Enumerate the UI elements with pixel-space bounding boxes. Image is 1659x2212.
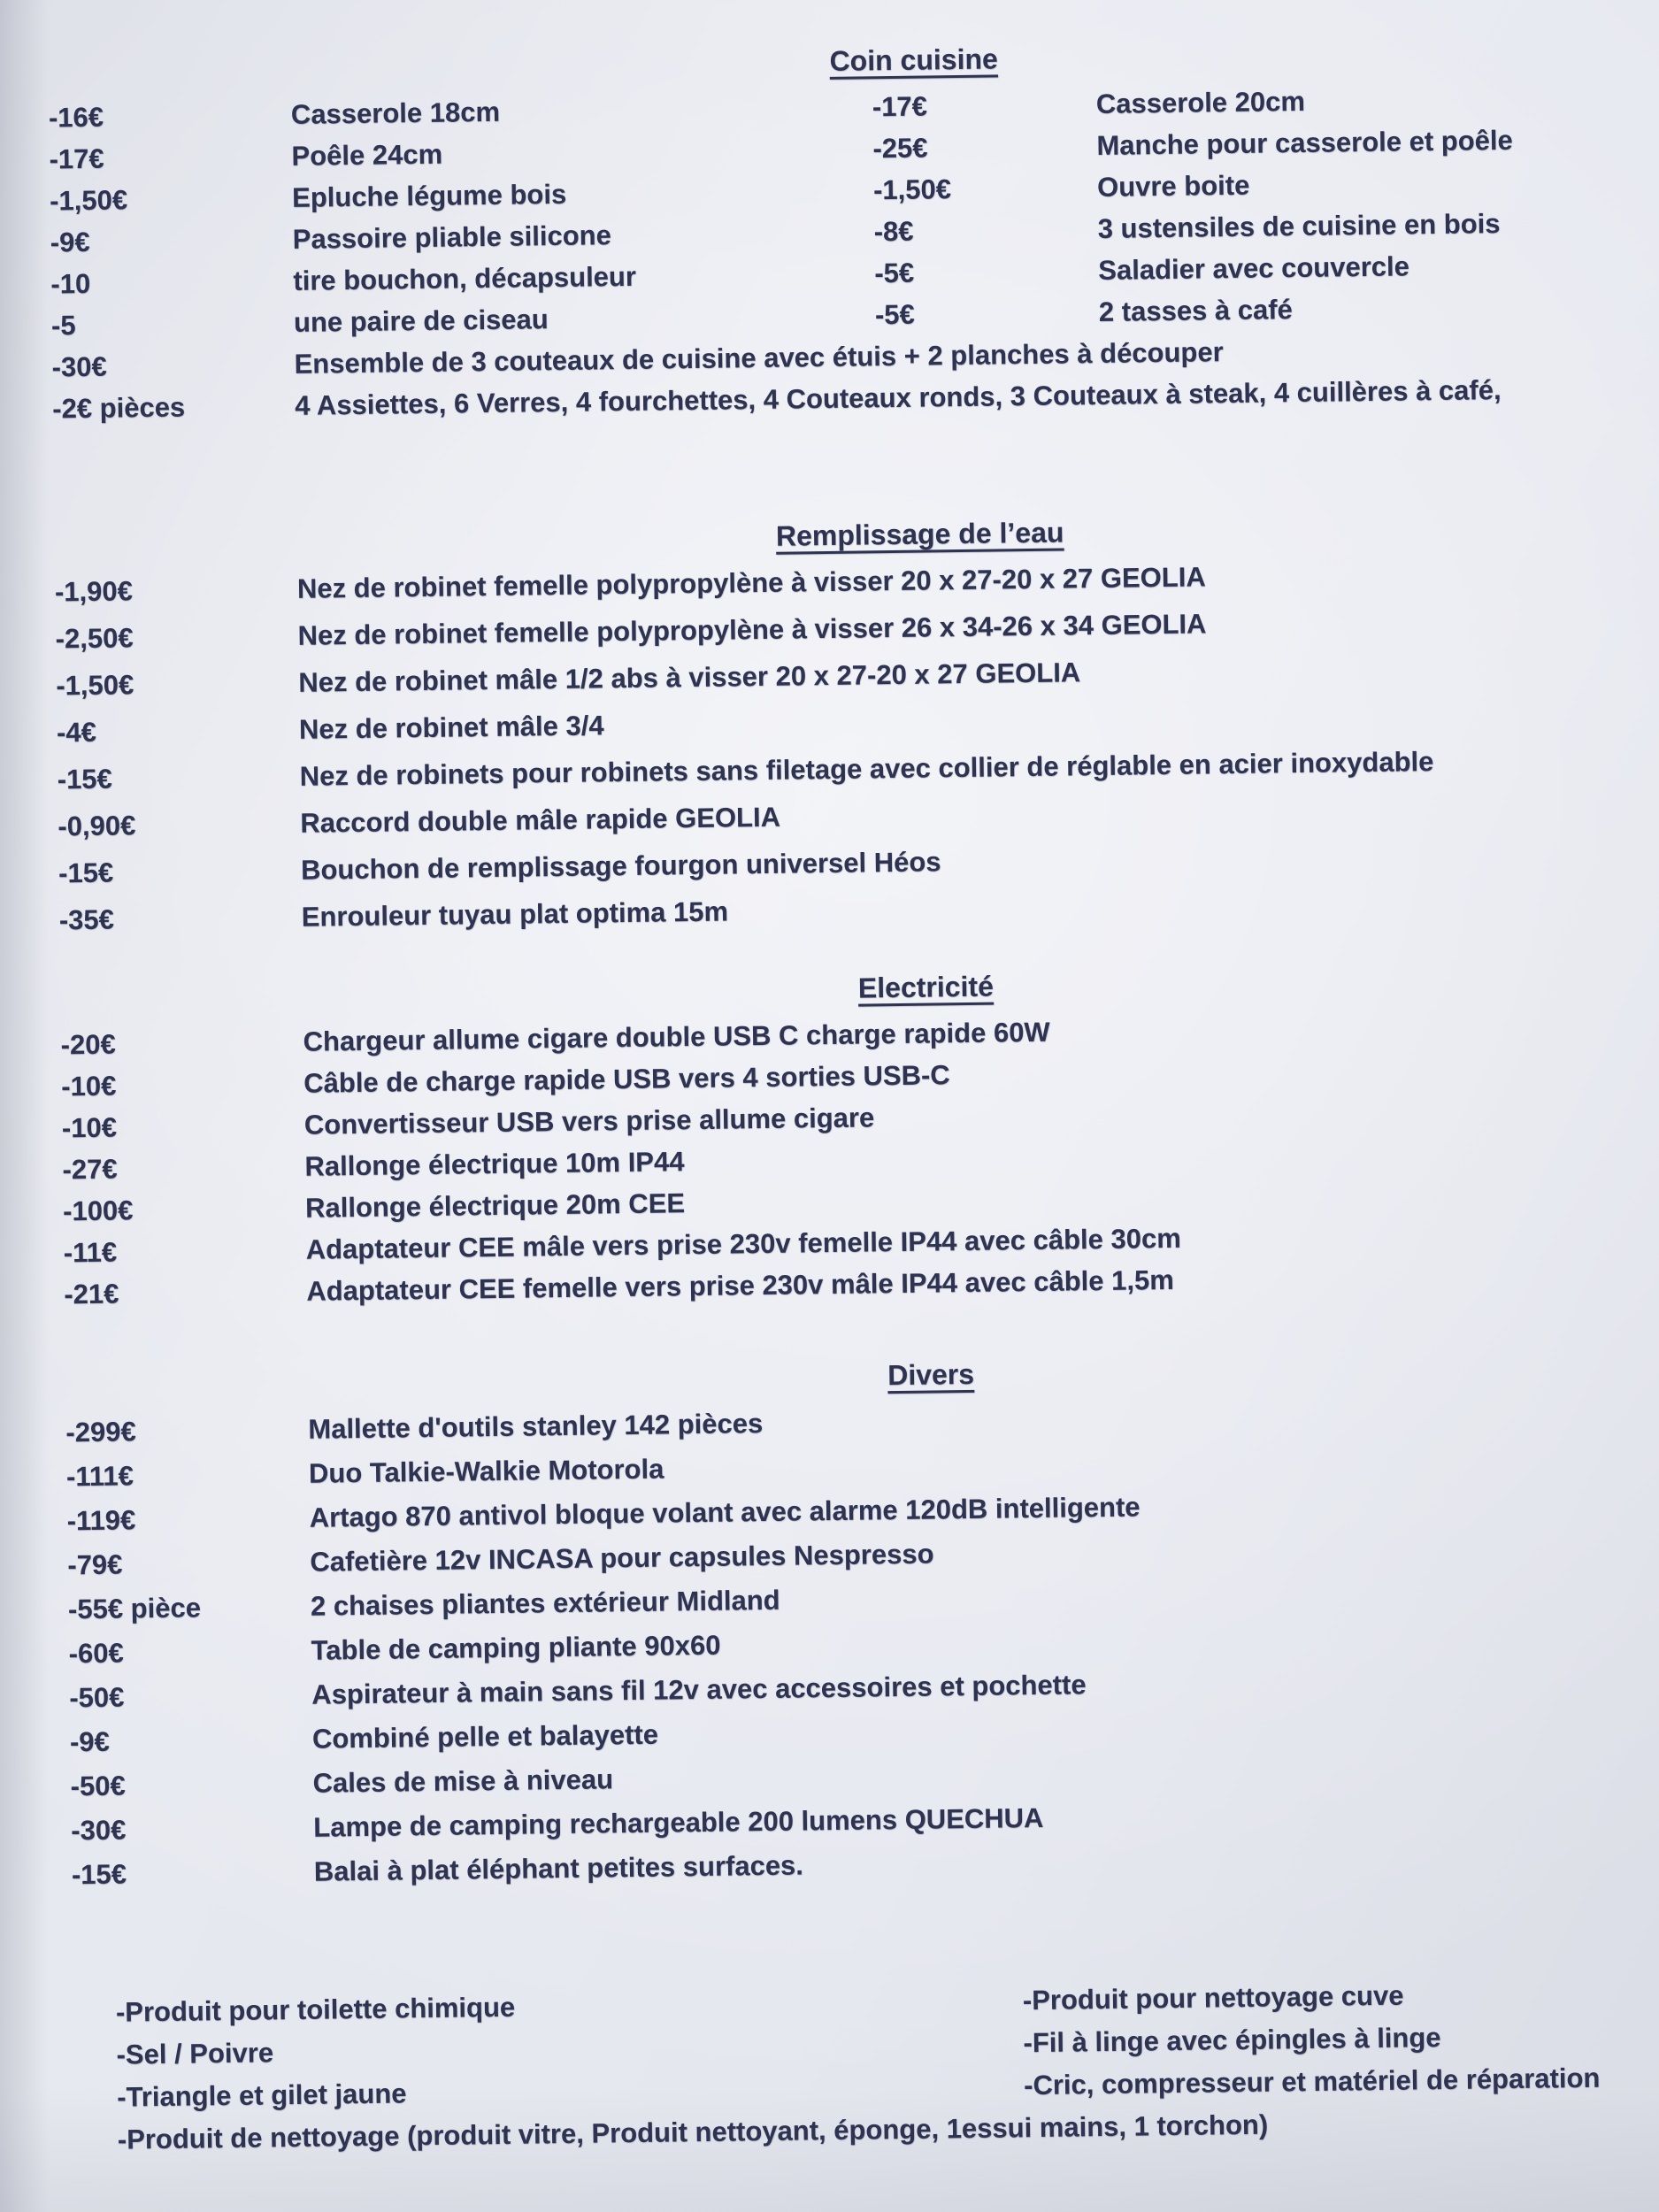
item-cell: Duo Talkie-Walkie Motorola: [308, 1453, 664, 1489]
item-cell: Nez de robinet mâle 1/2 abs à visser 20 x 27-20 x 27 GEOLIA: [298, 657, 1081, 698]
item-cell: Epluche légume bois: [291, 178, 567, 213]
item-cell: Adaptateur CEE mâle vers prise 230v femelle IP44 avec câble 30cm: [305, 1222, 1181, 1265]
price-cell: -50€: [69, 1681, 125, 1714]
note-line: -Produit pour toilette chimique: [115, 1991, 516, 2028]
price-cell: -27€: [62, 1153, 118, 1186]
price-list-page: [48, 32, 1656, 2167]
note-line: -Produit pour nettoyage cuve: [1022, 1979, 1404, 2016]
price-cell: -8€: [873, 215, 914, 248]
item-cell: une paire de ciseau: [293, 303, 549, 338]
price-cell: -2,50€: [55, 622, 134, 655]
price-cell: -50€: [70, 1770, 126, 1802]
item-cell: Rallonge électrique 20m CEE: [304, 1187, 686, 1224]
item-cell: Nez de robinets pour robinets sans filetage avec collier de réglable en acier inoxydable: [299, 746, 1434, 792]
price-cell: -2€ pièces: [52, 391, 186, 425]
item-cell: Cales de mise à niveau: [312, 1763, 614, 1799]
price-cell: -100€: [62, 1194, 134, 1227]
item-cell: Câble de charge rapide USB vers 4 sorties USB-C: [303, 1059, 950, 1099]
item-cell: Casserole 20cm: [1095, 85, 1306, 119]
price-cell: -10: [50, 267, 91, 300]
footer-notes: [116, 1977, 1656, 2167]
item-cell: Raccord double mâle rapide GEOLIA: [300, 801, 781, 839]
item-cell: Adaptateur CEE femelle vers prise 230v mâle IP44 avec câble 1,5m: [306, 1263, 1174, 1307]
note-line: -Triangle et gilet jaune: [117, 2078, 407, 2113]
item-cell: Ensemble de 3 couteaux de cuisine avec étuis + 2 planches à découper: [294, 336, 1224, 380]
section-title: Remplissage de l’eau: [775, 516, 1064, 552]
price-cell: -21€: [64, 1278, 119, 1310]
price-cell: -1,90€: [54, 575, 134, 608]
price-cell: -16€: [48, 101, 104, 134]
footer-notes-right: [1023, 1978, 1601, 2113]
price-cell: -10€: [61, 1070, 117, 1102]
item-cell: 2 chaises pliantes extérieur Midland: [310, 1584, 780, 1622]
note-line: -Cric, compresseur et matériel de réparation: [1023, 2062, 1601, 2101]
item-cell: Aspirateur à main sans fil 12v avec accessoires et pochette: [311, 1669, 1087, 1710]
price-cell: -299€: [65, 1416, 136, 1448]
section-coin-cuisine: [48, 32, 1634, 434]
note-line: -Produit de nettoyage (produit vitre, Produit nettoyant, éponge, 1essui mains, 1 torchon): [117, 2108, 1269, 2155]
price-cell: -35€: [58, 903, 115, 936]
section-title: Coin cuisine: [829, 42, 999, 77]
item-cell: Combiné pelle et balayette: [311, 1718, 659, 1755]
price-cell: -1,50€: [872, 173, 952, 206]
item-cell: Saladier avec couvercle: [1098, 250, 1410, 286]
price-cell: -119€: [66, 1504, 136, 1537]
item-cell: Balai à plat éléphant petites surfaces.: [313, 1849, 804, 1887]
price-cell: -60€: [68, 1637, 124, 1670]
item-cell: Passoire pliable silicone: [292, 219, 612, 255]
coin-cuisine-paired-rows: [49, 81, 1633, 351]
price-cell: -17€: [49, 142, 104, 175]
price-cell: -30€: [71, 1814, 127, 1847]
item-cell: Nez de robinet mâle 3/4: [298, 710, 604, 745]
item-cell: Lampe de camping rechargeable 200 lumens QUECHUA: [313, 1801, 1044, 1843]
price-cell: -30€: [51, 350, 107, 383]
price-cell: -4€: [56, 716, 97, 749]
item-cell: 4 Assiettes, 6 Verres, 4 fourchettes, 4 Couteaux ronds, 3 Couteaux à steak, 4 cuillères à café,: [294, 374, 1502, 421]
price-cell: -15€: [57, 763, 113, 795]
item-cell: Nez de robinet femelle polypropylène à visser 20 x 27-20 x 27 GEOLIA: [296, 561, 1206, 604]
note-line: -Sel / Poivre: [116, 2037, 274, 2070]
item-cell: Nez de robinet femelle polypropylène à visser 26 x 34-26 x 34 GEOLIA: [297, 608, 1207, 651]
price-cell: -9€: [69, 1725, 111, 1758]
price-cell: -15€: [58, 856, 114, 889]
item-cell: Ouvre boite: [1096, 169, 1250, 203]
price-cell: -5€: [874, 298, 915, 331]
price-cell: -17€: [872, 90, 928, 123]
item-cell: Convertisseur USB vers prise allume cigare: [303, 1102, 875, 1141]
item-cell: Artago 870 antivol bloque volant avec alarme 120dB intelligente: [309, 1491, 1141, 1533]
price-cell: -9€: [50, 226, 90, 258]
note-line: -Fil à linge avec épingles à linge: [1023, 2022, 1441, 2059]
price-cell: -5: [50, 310, 76, 342]
section-electricite: [60, 959, 1646, 1320]
section-remplissage-eau: [54, 506, 1640, 951]
electricite-rows: [60, 1009, 1645, 1320]
price-cell: -0,90€: [58, 810, 136, 842]
item-cell: Casserole 18cm: [290, 96, 501, 130]
item-cell: 3 ustensiles de cuisine en bois: [1097, 208, 1501, 244]
price-cell: -10€: [61, 1111, 118, 1144]
section-divers: [65, 1347, 1653, 1903]
price-cell: -20€: [60, 1028, 116, 1061]
section-title: Divers: [887, 1357, 975, 1392]
item-cell: Rallonge électrique 10m IP44: [304, 1146, 685, 1182]
price-cell: -25€: [872, 132, 928, 165]
price-cell: -5€: [874, 257, 915, 289]
price-cell: -79€: [67, 1548, 123, 1581]
price-cell: -15€: [71, 1858, 127, 1891]
price-cell: -111€: [65, 1460, 134, 1493]
item-cell: Enrouleur tuyau plat optima 15m: [301, 895, 729, 933]
item-cell: Table de camping pliante 90x60: [311, 1629, 721, 1666]
section-title: Electricité: [857, 970, 995, 1004]
price-cell: -55€ pièce: [67, 1592, 202, 1625]
remplissage-rows: [55, 556, 1640, 951]
item-cell: Poêle 24cm: [291, 138, 443, 172]
item-cell: Cafetière 12v INCASA pour capsules Nespresso: [310, 1538, 934, 1578]
item-cell: Mallette d'outils stanley 142 pièces: [308, 1408, 764, 1445]
item-cell: 2 tasses à café: [1098, 294, 1294, 327]
price-cell: -1,50€: [49, 184, 128, 217]
item-cell: Chargeur allume cigare double USB C charge rapide 60W: [303, 1016, 1050, 1057]
price-cell: -1,50€: [56, 669, 134, 702]
item-cell: Manche pour casserole et poêle: [1096, 124, 1513, 161]
item-cell: tire bouchon, décapsuleur: [293, 260, 637, 296]
item-cell: Bouchon de remplissage fourgon universel Héos: [300, 846, 941, 886]
divers-rows: [65, 1396, 1653, 1903]
price-cell: -11€: [63, 1236, 118, 1269]
